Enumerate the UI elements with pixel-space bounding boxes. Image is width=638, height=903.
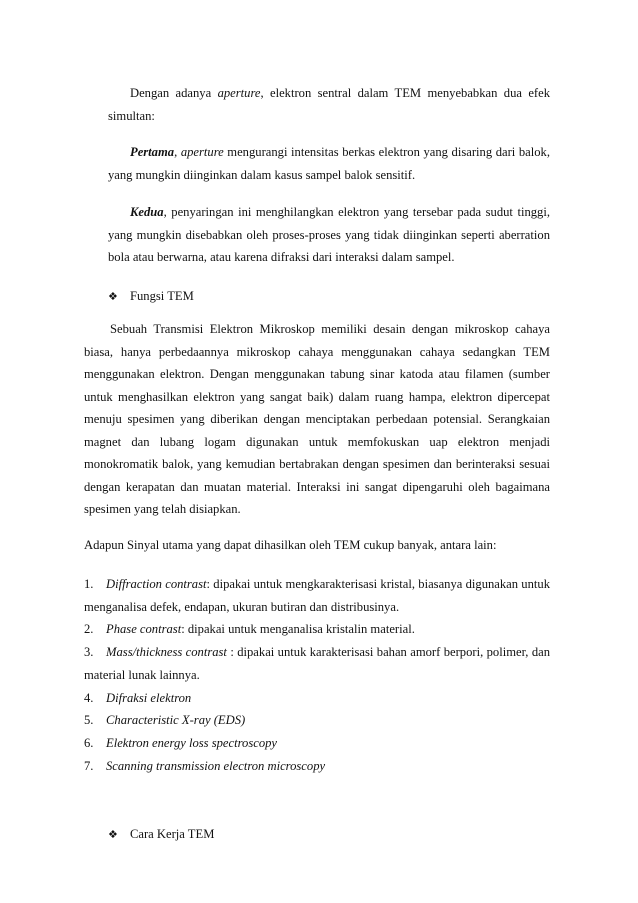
intro-paragraph	[108, 82, 550, 127]
intro-text-2: , elektron sentral dalam TEM menyebabkan dua efek simultan:	[108, 86, 550, 123]
list-item: 6. Elektron energy loss spectroscopy	[84, 735, 278, 750]
kedua-term: Kedua	[130, 205, 164, 219]
list-item: 1. Diffraction contrast: dipakai untuk mengkarakterisasi kristal, biasanya digunakan untuk menganalisa defek, endapan, ukuran butiran dan distribusinya.	[84, 577, 550, 614]
intro-text-1: Dengan adanya	[130, 86, 218, 100]
pertama-aperture-term: aperture	[180, 145, 224, 159]
pertama-term: Pertama	[130, 145, 175, 159]
heading-cara-kerja	[108, 824, 214, 845]
intro-aperture-term: aperture	[217, 86, 261, 100]
list-item: 4. Difraksi elektron	[84, 690, 192, 705]
pertama-comma: ,	[174, 145, 181, 159]
list-item: 5. Characteristic X-ray (EDS)	[84, 713, 246, 728]
kedua-text: , penyaringan ini menghilangkan elektron yang tersebar pada sudut tinggi, yang mungkin disebabkan oleh proses-proses yang tidak diinginkan seperti aberration bola atau berwarna, atau karena difraksi dari interaksi dalam sampel.	[108, 205, 550, 264]
diamond-bullet-icon: ❖	[108, 828, 118, 841]
heading-fungsi	[108, 286, 194, 307]
kedua-paragraph	[108, 201, 550, 269]
heading-cara-label: Cara Kerja TEM	[130, 827, 215, 841]
pertama-text: mengurangi intensitas berkas elektron yang disaring dari balok, yang mungkin diinginkan dalam kasus sampel balok sensitif.	[108, 145, 550, 182]
signals-intro: Adapun Sinyal utama yang dapat dihasilkan oleh TEM cukup banyak, antara lain:	[84, 538, 497, 552]
signals-list	[84, 573, 550, 777]
fungsi-paragraph: Sebuah Transmisi Elektron Mikroskop memiliki desain dengan mikroskop cahaya biasa, hanya perbedaannya mikroskop cahaya menggunakan cahaya sedangkan TEM menggunakan elektron. Dengan menggunakan tabung sinar katoda atau filamen (sumber untuk menghasilkan elektron yang sangat baik) dalam ruang hampa, elektron dipercepat menuju spesimen yang diberikan dengan menciptakan perbedaan potensial. Serangkaian magnet dan lubang logam digunakan untuk memfokuskan uap elektron menjadi monokromatik balok, yang kemudian bertabrakan dengan spesimen dan berinteraksi sesuai dengan kerapatan dan muatan material. Interaksi ini sangat dipengaruhi oleh bagaimana spesimen yang telah disiapkan.	[84, 322, 550, 516]
list-item: 3. Mass/thickness contrast : dipakai untuk karakterisasi bahan amorf berpori, polimer, dan material lunak lainnya.	[84, 645, 550, 682]
diamond-bullet-icon: ❖	[108, 290, 118, 303]
pertama-paragraph	[108, 141, 550, 186]
list-item: 2. Phase contrast: dipakai untuk menganalisa kristalin material.	[84, 622, 415, 637]
list-item: 7. Scanning transmission electron microscopy	[84, 758, 326, 773]
heading-fungsi-label: Fungsi TEM	[130, 289, 194, 303]
